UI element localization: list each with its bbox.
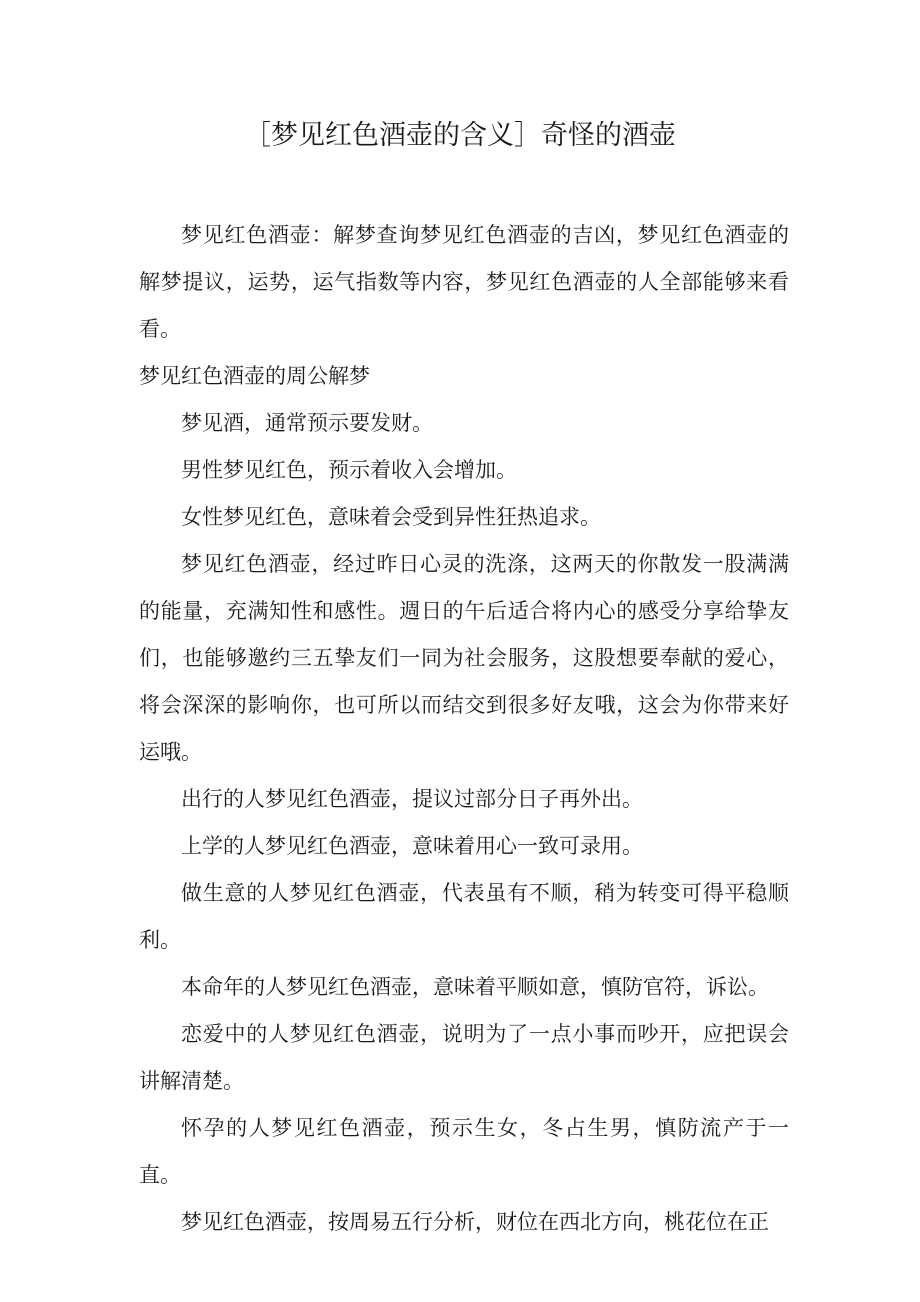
paragraph-fortune: 梦见红色酒壶，经过昨日心灵的洗涤，这两天的你散发一股满满的能量，充满知性和感性。週日的午后适合将内心的感受分享给挚友们，也能够邀约三五挚友们一同为社会服务，这股想要奉献的爱心，将会深深的影响你，也可所以而结交到很多好友哦，这会为你带来好运哦。: [139, 552, 789, 764]
paragraph-pregnancy: 怀孕的人梦见红色酒壶，预示生女，冬占生男，慎防流产于一直。: [139, 1116, 789, 1187]
paragraph-business: 做生意的人梦见红色酒壶，代表虽有不顺，稍为转变可得平稳顺利。: [139, 881, 789, 952]
document-title: ［梦见红色酒壶的含义］奇怪的酒壶: [244, 120, 676, 151]
paragraph-five-elements: 梦见红色酒壶，按周易五行分析，财位在西北方向，桃花位在正: [181, 1210, 769, 1234]
section-heading: 梦见红色酒壶的周公解梦: [139, 364, 370, 388]
document-body: [139, 212, 789, 1246]
paragraph-study: 上学的人梦见红色酒壶，意味着用心一致可录用。: [181, 834, 643, 858]
paragraph-male: 男性梦见红色，预示着收入会增加。: [181, 458, 517, 482]
paragraph-zodiac-year: 本命年的人梦见红色酒壶，意味着平顺如意，慎防官符，诉讼。: [181, 975, 769, 999]
paragraph-wine: 梦见酒，通常预示要发财。: [181, 411, 433, 435]
paragraph-travel: 出行的人梦见红色酒壶，提议过部分日子再外出。: [181, 787, 643, 811]
paragraph-love: 恋爱中的人梦见红色酒壶，说明为了一点小事而吵开，应把误会讲解清楚。: [139, 1022, 789, 1093]
paragraph-intro: 梦见红色酒壶：解梦查询梦见红色酒壶的吉凶，梦见红色酒壶的解梦提议，运势，运气指数等内容，梦见红色酒壶的人全部能够来看看。: [139, 223, 789, 341]
paragraph-female: 女性梦见红色，意味着会受到异性狂热追求。: [181, 505, 601, 529]
